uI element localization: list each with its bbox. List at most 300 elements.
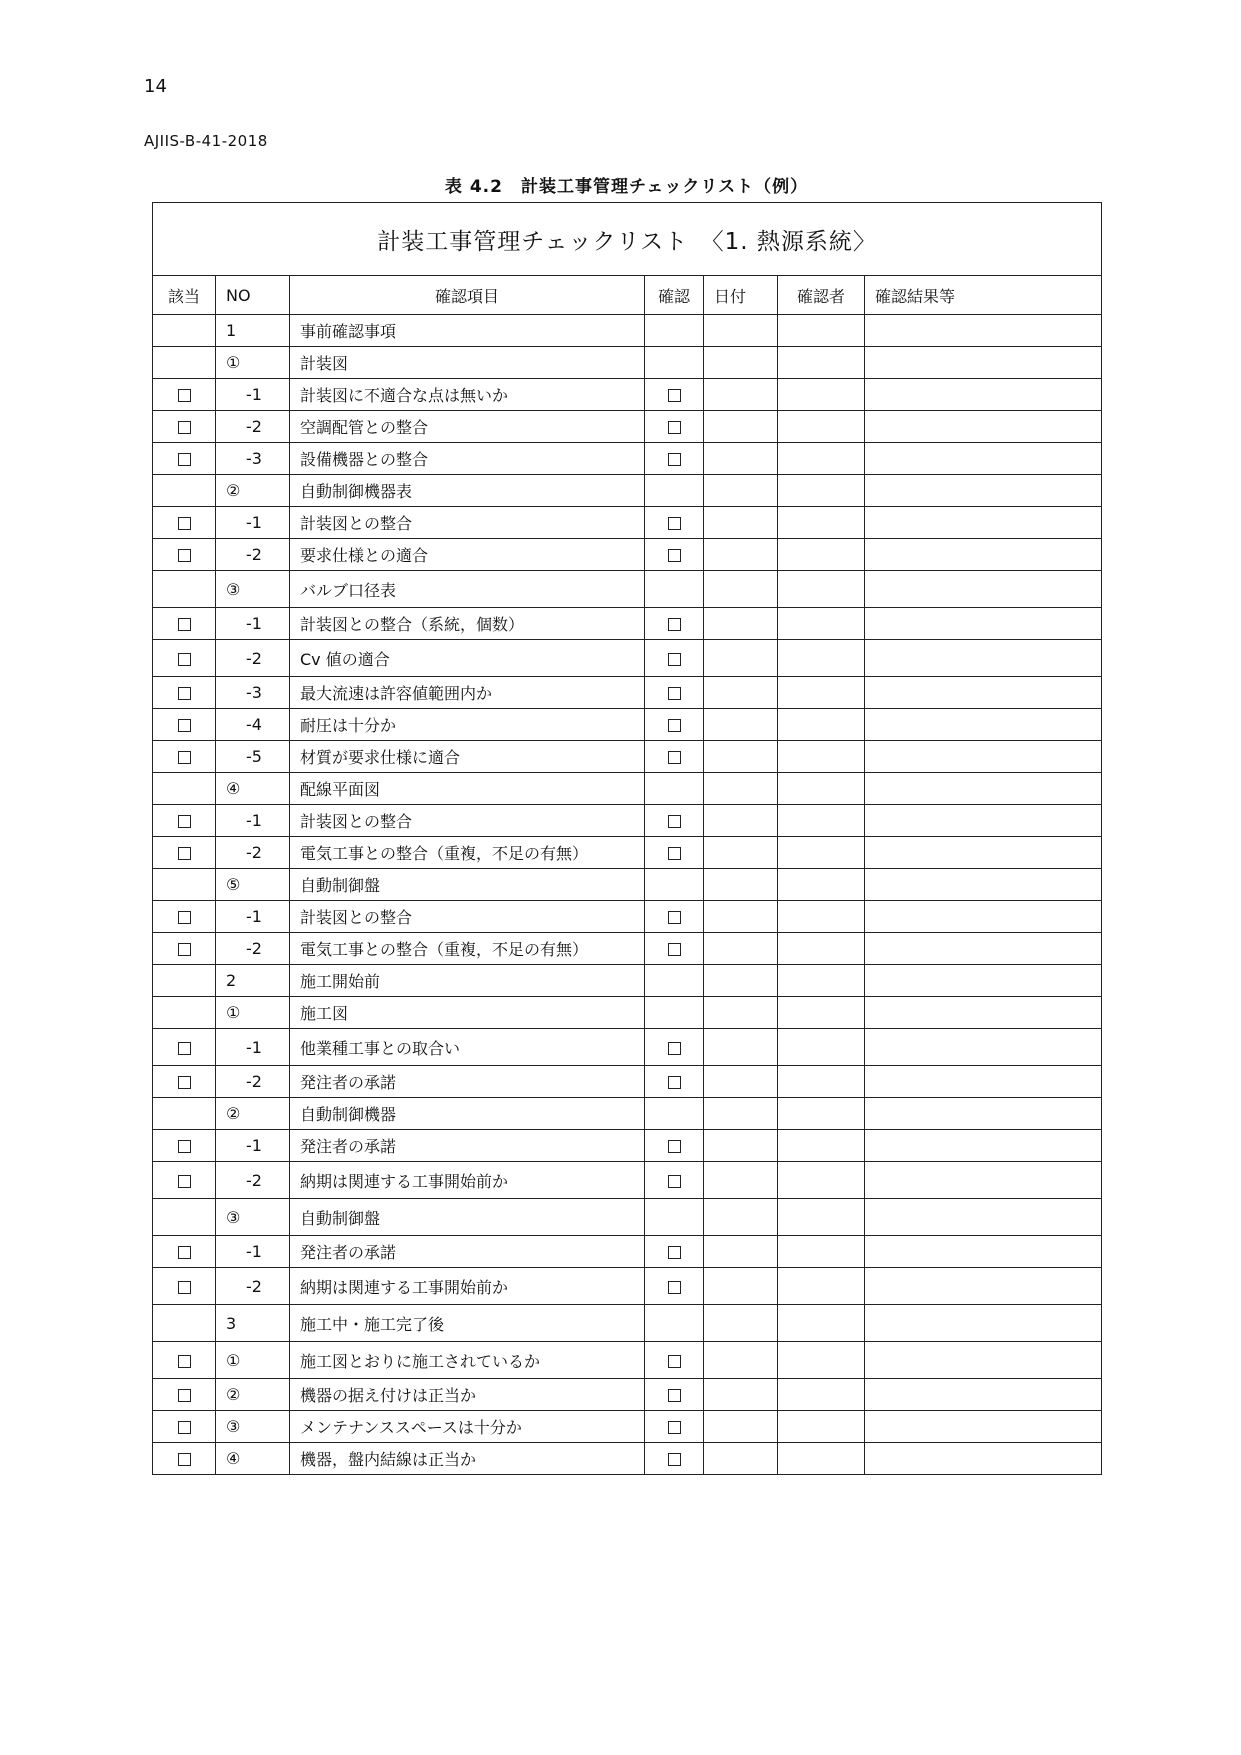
applicable-cell bbox=[153, 1162, 216, 1199]
check-item-label: 発注者の承諾 bbox=[290, 1236, 645, 1268]
result-cell[interactable] bbox=[865, 837, 1102, 869]
confirmer-cell[interactable] bbox=[778, 997, 865, 1029]
applicable-cell bbox=[153, 475, 216, 507]
item-number: -2 bbox=[216, 1066, 290, 1098]
table-row bbox=[153, 411, 1102, 443]
confirm-checkbox[interactable] bbox=[668, 687, 681, 700]
item-number: -1 bbox=[216, 1130, 290, 1162]
result-cell[interactable] bbox=[865, 411, 1102, 443]
confirm-checkbox[interactable] bbox=[668, 1453, 681, 1466]
confirm-cell bbox=[645, 411, 704, 443]
applicable-checkbox[interactable] bbox=[178, 943, 191, 956]
result-cell[interactable] bbox=[865, 901, 1102, 933]
applicable-checkbox[interactable] bbox=[178, 389, 191, 402]
check-item-label: メンテナンススペースは十分か bbox=[290, 1411, 645, 1443]
confirm-cell bbox=[645, 1098, 704, 1130]
result-cell[interactable] bbox=[865, 315, 1102, 347]
result-cell[interactable] bbox=[865, 608, 1102, 640]
table-row bbox=[153, 1268, 1102, 1305]
applicable-cell bbox=[153, 1130, 216, 1162]
column-header-confirmer: 確認者 bbox=[778, 276, 865, 315]
confirm-cell bbox=[645, 1029, 704, 1066]
result-cell[interactable] bbox=[865, 677, 1102, 709]
confirm-cell bbox=[645, 1411, 704, 1443]
table-row bbox=[153, 640, 1102, 677]
applicable-cell bbox=[153, 1305, 216, 1342]
confirmer-cell[interactable] bbox=[778, 1029, 865, 1066]
result-cell[interactable] bbox=[865, 997, 1102, 1029]
table-row bbox=[153, 1342, 1102, 1379]
item-number: 2 bbox=[216, 965, 290, 997]
table-header-row bbox=[153, 276, 1102, 315]
date-cell[interactable] bbox=[704, 1305, 778, 1342]
confirmer-cell[interactable] bbox=[778, 443, 865, 475]
confirmer-cell[interactable] bbox=[778, 1098, 865, 1130]
result-cell[interactable] bbox=[865, 640, 1102, 677]
check-item-label: 材質が要求仕様に適合 bbox=[290, 741, 645, 773]
date-cell[interactable] bbox=[704, 709, 778, 741]
check-item-label: 計装図との整合 bbox=[290, 507, 645, 539]
check-item-label: Cv 値の適合 bbox=[290, 640, 645, 677]
check-item-label: 発注者の承諾 bbox=[290, 1066, 645, 1098]
result-cell[interactable] bbox=[865, 475, 1102, 507]
applicable-checkbox[interactable] bbox=[178, 911, 191, 924]
table-row bbox=[153, 1162, 1102, 1199]
date-cell[interactable] bbox=[704, 1130, 778, 1162]
confirmer-cell[interactable] bbox=[778, 805, 865, 837]
column-header-confirm: 確認 bbox=[645, 276, 704, 315]
confirmer-cell[interactable] bbox=[778, 709, 865, 741]
applicable-cell bbox=[153, 315, 216, 347]
confirm-cell bbox=[645, 608, 704, 640]
table-row bbox=[153, 347, 1102, 379]
confirm-cell bbox=[645, 933, 704, 965]
check-item-label: 施工図とおりに施工されているか bbox=[290, 1342, 645, 1379]
confirm-checkbox[interactable] bbox=[668, 389, 681, 402]
check-item-label: 計装図との整合（系統，個数） bbox=[290, 608, 645, 640]
item-number: -2 bbox=[216, 933, 290, 965]
date-cell[interactable] bbox=[704, 677, 778, 709]
confirmer-cell[interactable] bbox=[778, 741, 865, 773]
applicable-checkbox[interactable] bbox=[178, 1076, 191, 1089]
item-number: ④ bbox=[216, 1443, 290, 1475]
confirmer-cell[interactable] bbox=[778, 347, 865, 379]
confirm-cell bbox=[645, 773, 704, 805]
applicable-checkbox[interactable] bbox=[178, 1389, 191, 1402]
applicable-checkbox[interactable] bbox=[178, 421, 191, 434]
confirm-checkbox[interactable] bbox=[668, 1140, 681, 1153]
item-number: ① bbox=[216, 1342, 290, 1379]
confirm-checkbox[interactable] bbox=[668, 1076, 681, 1089]
date-cell[interactable] bbox=[704, 1236, 778, 1268]
applicable-cell bbox=[153, 1236, 216, 1268]
check-item-label: 配線平面図 bbox=[290, 773, 645, 805]
applicable-cell bbox=[153, 1379, 216, 1411]
confirm-checkbox[interactable] bbox=[668, 453, 681, 466]
column-header-applicable: 該当 bbox=[153, 276, 216, 315]
result-cell[interactable] bbox=[865, 1268, 1102, 1305]
confirmer-cell[interactable] bbox=[778, 965, 865, 997]
date-cell[interactable] bbox=[704, 571, 778, 608]
confirmer-cell[interactable] bbox=[778, 315, 865, 347]
confirm-checkbox[interactable] bbox=[668, 943, 681, 956]
applicable-checkbox[interactable] bbox=[178, 653, 191, 666]
item-number: -1 bbox=[216, 379, 290, 411]
date-cell[interactable] bbox=[704, 1379, 778, 1411]
date-cell[interactable] bbox=[704, 347, 778, 379]
result-cell[interactable] bbox=[865, 1443, 1102, 1475]
confirm-checkbox[interactable] bbox=[668, 1421, 681, 1434]
result-cell[interactable] bbox=[865, 1305, 1102, 1342]
applicable-checkbox[interactable] bbox=[178, 1246, 191, 1259]
confirm-cell bbox=[645, 1342, 704, 1379]
confirm-cell bbox=[645, 1162, 704, 1199]
item-number: -1 bbox=[216, 805, 290, 837]
date-cell[interactable] bbox=[704, 837, 778, 869]
check-item-label: 空調配管との整合 bbox=[290, 411, 645, 443]
confirm-checkbox[interactable] bbox=[668, 719, 681, 732]
item-number: -1 bbox=[216, 901, 290, 933]
table-row bbox=[153, 1443, 1102, 1475]
confirm-cell bbox=[645, 1268, 704, 1305]
confirmer-cell[interactable] bbox=[778, 507, 865, 539]
result-cell[interactable] bbox=[865, 773, 1102, 805]
confirmer-cell[interactable] bbox=[778, 1342, 865, 1379]
confirm-cell bbox=[645, 507, 704, 539]
item-number: -4 bbox=[216, 709, 290, 741]
confirmer-cell[interactable] bbox=[778, 677, 865, 709]
table-row bbox=[153, 773, 1102, 805]
result-cell[interactable] bbox=[865, 805, 1102, 837]
applicable-checkbox[interactable] bbox=[178, 1281, 191, 1294]
result-cell[interactable] bbox=[865, 507, 1102, 539]
confirmer-cell[interactable] bbox=[778, 608, 865, 640]
date-cell[interactable] bbox=[704, 640, 778, 677]
date-cell[interactable] bbox=[704, 475, 778, 507]
confirm-cell bbox=[645, 709, 704, 741]
table-row bbox=[153, 965, 1102, 997]
item-number: ① bbox=[216, 347, 290, 379]
confirm-checkbox[interactable] bbox=[668, 618, 681, 631]
applicable-cell bbox=[153, 805, 216, 837]
confirmer-cell[interactable] bbox=[778, 411, 865, 443]
applicable-checkbox[interactable] bbox=[178, 1355, 191, 1368]
check-item-label: 計装図 bbox=[290, 347, 645, 379]
applicable-checkbox[interactable] bbox=[178, 1140, 191, 1153]
result-cell[interactable] bbox=[865, 869, 1102, 901]
date-cell[interactable] bbox=[704, 901, 778, 933]
check-item-label: 自動制御機器 bbox=[290, 1098, 645, 1130]
date-cell[interactable] bbox=[704, 773, 778, 805]
table-row bbox=[153, 837, 1102, 869]
table-row bbox=[153, 507, 1102, 539]
date-cell[interactable] bbox=[704, 1443, 778, 1475]
confirmer-cell[interactable] bbox=[778, 1443, 865, 1475]
date-cell[interactable] bbox=[704, 1029, 778, 1066]
table-row bbox=[153, 443, 1102, 475]
check-item-label: バルブ口径表 bbox=[290, 571, 645, 608]
date-cell[interactable] bbox=[704, 608, 778, 640]
table-row bbox=[153, 1411, 1102, 1443]
confirmer-cell[interactable] bbox=[778, 1162, 865, 1199]
check-item-label: 要求仕様との適合 bbox=[290, 539, 645, 571]
table-row bbox=[153, 869, 1102, 901]
applicable-cell bbox=[153, 869, 216, 901]
item-number: -1 bbox=[216, 608, 290, 640]
confirm-cell bbox=[645, 571, 704, 608]
table-row bbox=[153, 608, 1102, 640]
applicable-cell bbox=[153, 901, 216, 933]
confirm-checkbox[interactable] bbox=[668, 517, 681, 530]
table-caption: 表 4.2 計装工事管理チェックリスト（例） bbox=[444, 177, 809, 197]
check-item-label: 納期は関連する工事開始前か bbox=[290, 1268, 645, 1305]
check-item-label: 電気工事との整合（重複，不足の有無） bbox=[290, 933, 645, 965]
applicable-cell bbox=[153, 997, 216, 1029]
applicable-checkbox[interactable] bbox=[178, 1421, 191, 1434]
table-row bbox=[153, 379, 1102, 411]
confirmer-cell[interactable] bbox=[778, 837, 865, 869]
applicable-checkbox[interactable] bbox=[178, 1175, 191, 1188]
applicable-checkbox[interactable] bbox=[178, 549, 191, 562]
confirm-checkbox[interactable] bbox=[668, 1281, 681, 1294]
result-cell[interactable] bbox=[865, 539, 1102, 571]
applicable-checkbox[interactable] bbox=[178, 815, 191, 828]
item-number: -1 bbox=[216, 1236, 290, 1268]
check-item-label: 自動制御機器表 bbox=[290, 475, 645, 507]
date-cell[interactable] bbox=[704, 965, 778, 997]
confirmer-cell[interactable] bbox=[778, 901, 865, 933]
result-cell[interactable] bbox=[865, 1342, 1102, 1379]
confirmer-cell[interactable] bbox=[778, 475, 865, 507]
confirmer-cell[interactable] bbox=[778, 869, 865, 901]
confirmer-cell[interactable] bbox=[778, 1130, 865, 1162]
column-header-date: 日付 bbox=[704, 276, 778, 315]
check-item-label: 計装図との整合 bbox=[290, 805, 645, 837]
result-cell[interactable] bbox=[865, 1029, 1102, 1066]
date-cell[interactable] bbox=[704, 1199, 778, 1236]
result-cell[interactable] bbox=[865, 709, 1102, 741]
confirmer-cell[interactable] bbox=[778, 1199, 865, 1236]
applicable-cell bbox=[153, 741, 216, 773]
table-title-row bbox=[153, 203, 1102, 276]
applicable-checkbox[interactable] bbox=[178, 751, 191, 764]
confirm-checkbox[interactable] bbox=[668, 1389, 681, 1402]
check-item-label: 施工開始前 bbox=[290, 965, 645, 997]
item-number: ③ bbox=[216, 571, 290, 608]
confirm-cell bbox=[645, 1199, 704, 1236]
confirm-checkbox[interactable] bbox=[668, 1246, 681, 1259]
date-cell[interactable] bbox=[704, 805, 778, 837]
result-cell[interactable] bbox=[865, 1130, 1102, 1162]
date-cell[interactable] bbox=[704, 869, 778, 901]
date-cell[interactable] bbox=[704, 379, 778, 411]
confirm-cell bbox=[645, 1130, 704, 1162]
item-number: -2 bbox=[216, 539, 290, 571]
date-cell[interactable] bbox=[704, 741, 778, 773]
confirmer-cell[interactable] bbox=[778, 539, 865, 571]
applicable-cell bbox=[153, 933, 216, 965]
result-cell[interactable] bbox=[865, 1098, 1102, 1130]
result-cell[interactable] bbox=[865, 1162, 1102, 1199]
date-cell[interactable] bbox=[704, 1162, 778, 1199]
confirmer-cell[interactable] bbox=[778, 1066, 865, 1098]
applicable-checkbox[interactable] bbox=[178, 847, 191, 860]
applicable-checkbox[interactable] bbox=[178, 517, 191, 530]
table-row bbox=[153, 1236, 1102, 1268]
confirm-cell bbox=[645, 741, 704, 773]
date-cell[interactable] bbox=[704, 1098, 778, 1130]
item-number: -3 bbox=[216, 443, 290, 475]
confirmer-cell[interactable] bbox=[778, 1305, 865, 1342]
result-cell[interactable] bbox=[865, 1236, 1102, 1268]
applicable-checkbox[interactable] bbox=[178, 719, 191, 732]
date-cell[interactable] bbox=[704, 1342, 778, 1379]
result-cell[interactable] bbox=[865, 443, 1102, 475]
confirm-cell bbox=[645, 1066, 704, 1098]
date-cell[interactable] bbox=[704, 443, 778, 475]
item-number: ② bbox=[216, 1098, 290, 1130]
confirm-checkbox[interactable] bbox=[668, 653, 681, 666]
table-row bbox=[153, 805, 1102, 837]
result-cell[interactable] bbox=[865, 965, 1102, 997]
confirmer-cell[interactable] bbox=[778, 379, 865, 411]
confirm-checkbox[interactable] bbox=[668, 751, 681, 764]
applicable-checkbox[interactable] bbox=[178, 1453, 191, 1466]
item-number: -2 bbox=[216, 1268, 290, 1305]
confirmer-cell[interactable] bbox=[778, 571, 865, 608]
confirm-checkbox[interactable] bbox=[668, 911, 681, 924]
table-row bbox=[153, 539, 1102, 571]
check-item-label: 機器の据え付けは正当か bbox=[290, 1379, 645, 1411]
applicable-checkbox[interactable] bbox=[178, 1042, 191, 1055]
table-row bbox=[153, 1199, 1102, 1236]
result-cell[interactable] bbox=[865, 741, 1102, 773]
item-number: -2 bbox=[216, 837, 290, 869]
confirm-checkbox[interactable] bbox=[668, 549, 681, 562]
confirmer-cell[interactable] bbox=[778, 1379, 865, 1411]
applicable-checkbox[interactable] bbox=[178, 618, 191, 631]
table-row bbox=[153, 901, 1102, 933]
check-item-label: 事前確認事項 bbox=[290, 315, 645, 347]
confirm-cell bbox=[645, 379, 704, 411]
applicable-checkbox[interactable] bbox=[178, 453, 191, 466]
table-row bbox=[153, 997, 1102, 1029]
item-number: ④ bbox=[216, 773, 290, 805]
table-row bbox=[153, 1066, 1102, 1098]
item-number: -5 bbox=[216, 741, 290, 773]
date-cell[interactable] bbox=[704, 1268, 778, 1305]
item-number: ② bbox=[216, 475, 290, 507]
item-number: -2 bbox=[216, 411, 290, 443]
result-cell[interactable] bbox=[865, 1411, 1102, 1443]
check-item-label: 他業種工事との取合い bbox=[290, 1029, 645, 1066]
check-item-label: 最大流速は許容値範囲内か bbox=[290, 677, 645, 709]
applicable-cell bbox=[153, 1098, 216, 1130]
confirm-checkbox[interactable] bbox=[668, 1042, 681, 1055]
item-number: -3 bbox=[216, 677, 290, 709]
confirm-cell bbox=[645, 997, 704, 1029]
confirm-cell bbox=[645, 640, 704, 677]
confirm-checkbox[interactable] bbox=[668, 1175, 681, 1188]
applicable-cell bbox=[153, 379, 216, 411]
table-row bbox=[153, 677, 1102, 709]
applicable-cell bbox=[153, 507, 216, 539]
applicable-cell bbox=[153, 347, 216, 379]
check-item-label: 自動制御盤 bbox=[290, 869, 645, 901]
column-header-check-item: 確認項目 bbox=[290, 276, 645, 315]
result-cell[interactable] bbox=[865, 347, 1102, 379]
date-cell[interactable] bbox=[704, 997, 778, 1029]
date-cell[interactable] bbox=[704, 539, 778, 571]
confirm-checkbox[interactable] bbox=[668, 421, 681, 434]
result-cell[interactable] bbox=[865, 571, 1102, 608]
date-cell[interactable] bbox=[704, 1411, 778, 1443]
confirm-cell bbox=[645, 901, 704, 933]
confirmer-cell[interactable] bbox=[778, 640, 865, 677]
item-number: ⑤ bbox=[216, 869, 290, 901]
date-cell[interactable] bbox=[704, 507, 778, 539]
result-cell[interactable] bbox=[865, 379, 1102, 411]
date-cell[interactable] bbox=[704, 315, 778, 347]
page-number: 14 bbox=[144, 76, 167, 97]
result-cell[interactable] bbox=[865, 1066, 1102, 1098]
confirm-cell bbox=[645, 475, 704, 507]
confirm-cell bbox=[645, 1379, 704, 1411]
confirm-cell bbox=[645, 539, 704, 571]
item-number: ③ bbox=[216, 1199, 290, 1236]
applicable-cell bbox=[153, 1199, 216, 1236]
check-item-label: 電気工事との整合（重複，不足の有無） bbox=[290, 837, 645, 869]
confirm-checkbox[interactable] bbox=[668, 1355, 681, 1368]
applicable-checkbox[interactable] bbox=[178, 687, 191, 700]
confirmer-cell[interactable] bbox=[778, 933, 865, 965]
item-number: 3 bbox=[216, 1305, 290, 1342]
table-row bbox=[153, 741, 1102, 773]
applicable-cell bbox=[153, 1268, 216, 1305]
item-number: 1 bbox=[216, 315, 290, 347]
check-item-label: 耐圧は十分か bbox=[290, 709, 645, 741]
date-cell[interactable] bbox=[704, 1066, 778, 1098]
result-cell[interactable] bbox=[865, 933, 1102, 965]
confirmer-cell[interactable] bbox=[778, 773, 865, 805]
check-item-label: 計装図に不適合な点は無いか bbox=[290, 379, 645, 411]
confirmer-cell[interactable] bbox=[778, 1236, 865, 1268]
confirmer-cell[interactable] bbox=[778, 1411, 865, 1443]
confirm-checkbox[interactable] bbox=[668, 815, 681, 828]
confirm-checkbox[interactable] bbox=[668, 847, 681, 860]
result-cell[interactable] bbox=[865, 1379, 1102, 1411]
applicable-cell bbox=[153, 443, 216, 475]
confirmer-cell[interactable] bbox=[778, 1268, 865, 1305]
check-item-label: 自動制御盤 bbox=[290, 1199, 645, 1236]
check-item-label: 施工図 bbox=[290, 997, 645, 1029]
table-row bbox=[153, 315, 1102, 347]
confirm-cell bbox=[645, 677, 704, 709]
item-number: -2 bbox=[216, 1162, 290, 1199]
result-cell[interactable] bbox=[865, 1199, 1102, 1236]
item-number: -1 bbox=[216, 1029, 290, 1066]
check-item-label: 納期は関連する工事開始前か bbox=[290, 1162, 645, 1199]
table-title: 計装工事管理チェックリスト 〈1. 熱源系統〉 bbox=[153, 203, 1102, 276]
date-cell[interactable] bbox=[704, 933, 778, 965]
table-row bbox=[153, 709, 1102, 741]
table-row bbox=[153, 1029, 1102, 1066]
table-row bbox=[153, 571, 1102, 608]
confirm-cell bbox=[645, 1443, 704, 1475]
applicable-cell bbox=[153, 677, 216, 709]
date-cell[interactable] bbox=[704, 411, 778, 443]
table-row bbox=[153, 1305, 1102, 1342]
